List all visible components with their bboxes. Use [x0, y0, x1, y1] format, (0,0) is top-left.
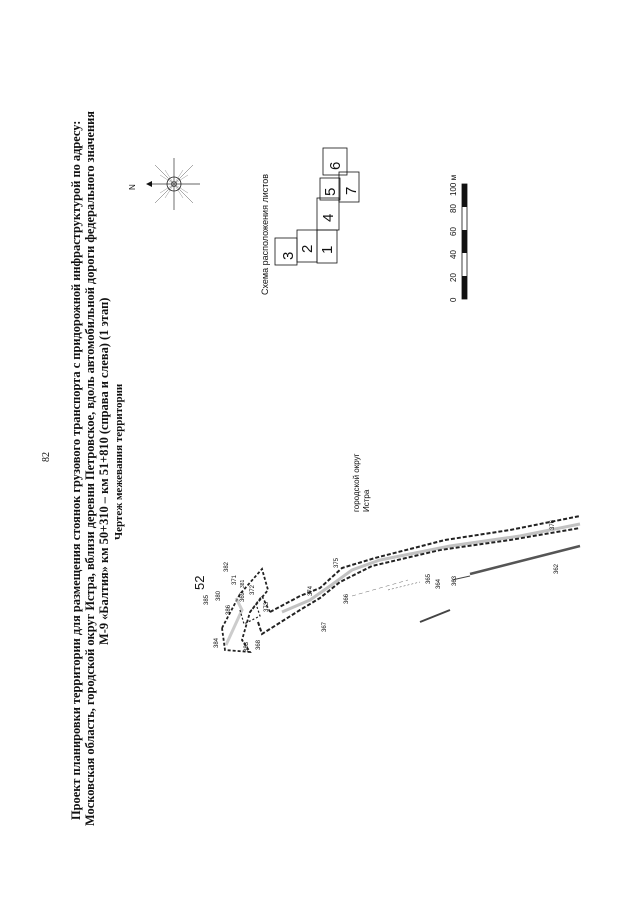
- sheet-number-7: 7: [343, 186, 360, 195]
- parcel-label: 365: [426, 573, 432, 584]
- sheet-number-2: 2: [299, 244, 316, 253]
- scale-tick-20: 20: [449, 273, 458, 282]
- parcel-label: 384: [214, 637, 220, 648]
- parcel-label: 367: [322, 621, 328, 632]
- territory-boundary: [222, 516, 580, 652]
- parcel-label: 369: [240, 591, 246, 602]
- parcel-label: 386: [226, 604, 232, 615]
- title-line-2: Московская область, городской округ Истра, вблизи деревни Петровское, вдоль автомобильной дороги федерального значения: [83, 111, 97, 826]
- parcel-label: 381: [240, 579, 246, 588]
- title-line-1: Проект планировки территории для размещения стоянок грузового транспорта с придорожной инфраструктурой по адресу:: [69, 120, 83, 820]
- sheet-number-5: 5: [322, 187, 339, 196]
- north-label: N: [128, 184, 137, 190]
- map-sheet-number: 52: [192, 575, 207, 590]
- page-number: 82: [41, 452, 52, 462]
- parcel-label: 374: [308, 585, 314, 596]
- parcel-label: 364: [436, 578, 442, 589]
- sheet-scheme-label: Схема расположения листов: [260, 173, 270, 295]
- parcel-label: 373: [264, 601, 270, 612]
- subtitle: Чертеж межевания территории: [113, 383, 125, 540]
- scale-bar: [462, 184, 467, 299]
- parcel-label: 382: [224, 561, 230, 572]
- district-label-line-1: городской округ: [352, 453, 361, 512]
- scale-tick-100: 100 м: [449, 174, 458, 196]
- parcel-label: 376: [550, 519, 556, 530]
- parcel-label: 372: [250, 584, 256, 595]
- parcel-label: 380: [216, 590, 222, 601]
- parcel-label: 366: [344, 593, 350, 604]
- sheet-number-6: 6: [327, 161, 344, 170]
- sheet-number-3: 3: [280, 251, 297, 260]
- parcel-label: 368: [256, 639, 262, 650]
- sheet-scheme: [275, 148, 359, 265]
- parcel-label: 385: [204, 594, 210, 605]
- sheet-number-1: 1: [319, 245, 336, 254]
- compass-rose-icon: [146, 158, 200, 210]
- parcel-label: 375: [334, 557, 340, 568]
- scale-tick-60: 60: [449, 227, 458, 236]
- scale-tick-0: 0: [449, 297, 458, 302]
- parcel-label: 363: [452, 575, 458, 586]
- parcel-label: 371: [232, 574, 238, 585]
- title-line-3: М-9 «Балтия» км 50+310 – км 51+810 (справа и слева) (1 этап): [97, 297, 111, 645]
- parcel-label: 362: [554, 563, 560, 574]
- scale-tick-40: 40: [449, 250, 458, 259]
- sheet-number-4: 4: [320, 213, 337, 222]
- parcel-label: 383: [244, 641, 250, 652]
- district-label-line-2: Истра: [362, 489, 371, 512]
- scale-tick-80: 80: [449, 204, 458, 213]
